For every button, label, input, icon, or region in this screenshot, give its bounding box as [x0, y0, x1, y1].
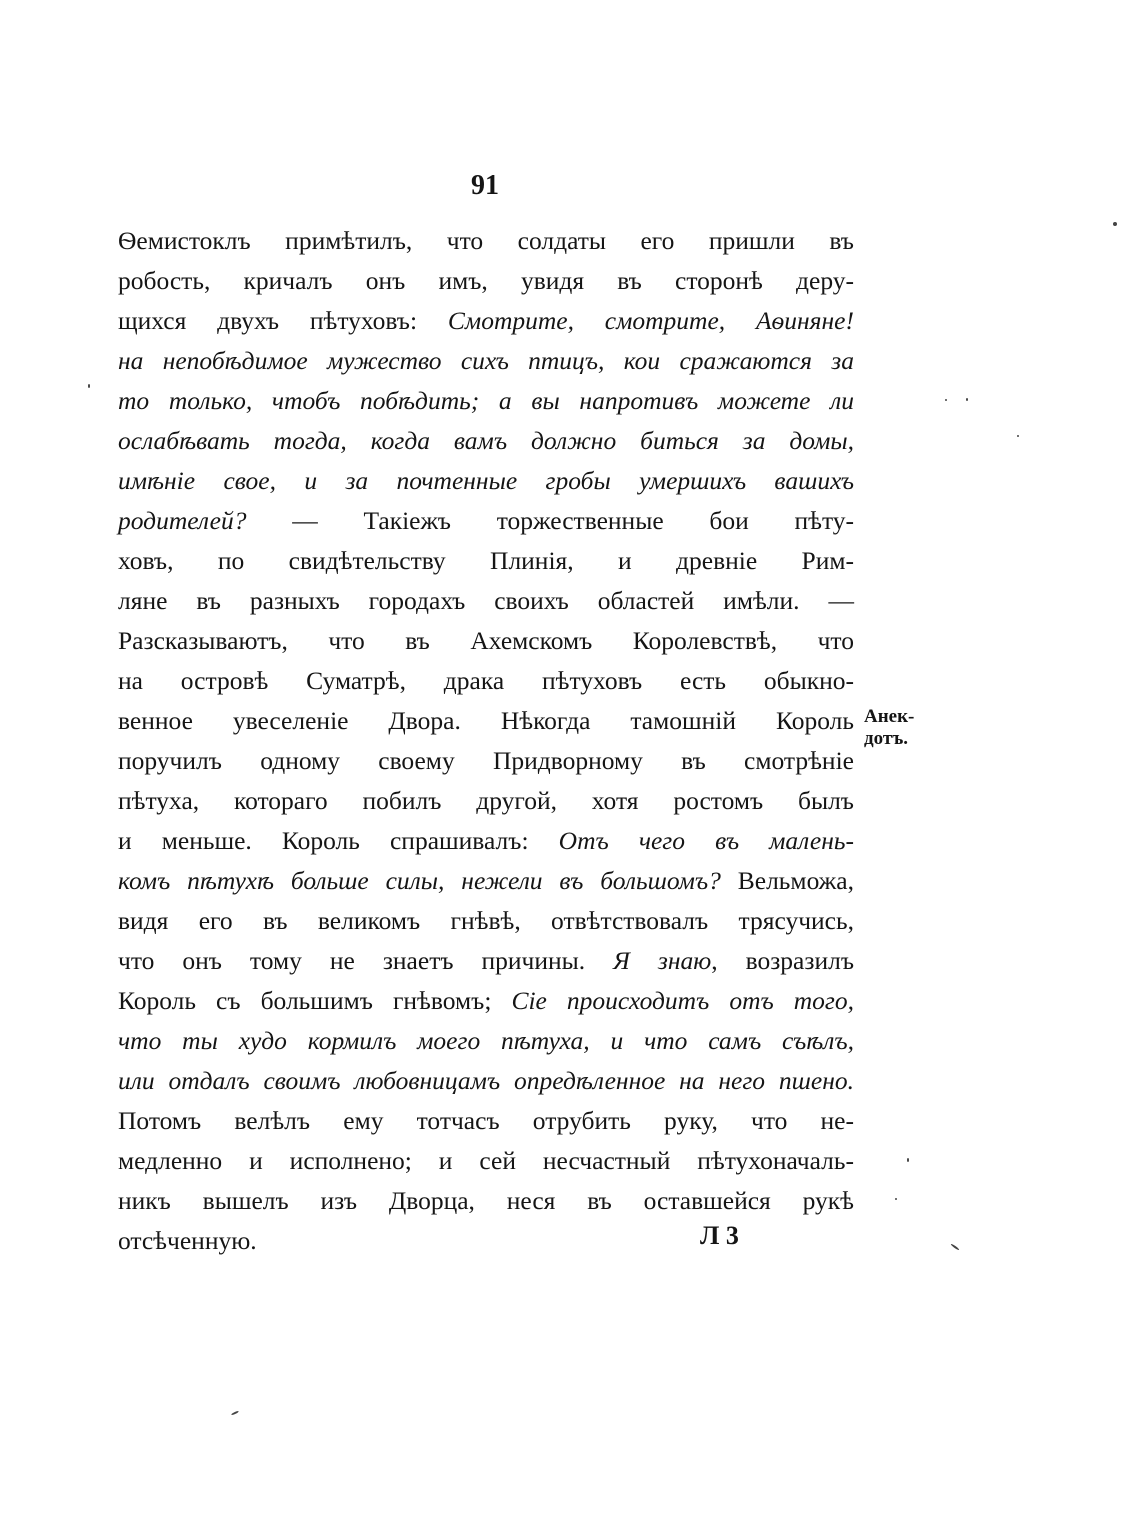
- text-line: [118, 861, 854, 901]
- text-line: [118, 781, 854, 821]
- italic-text: имѣніе свое, и за почтенные гробы умершихъ вашихъ: [118, 466, 854, 495]
- text-line: [118, 1221, 854, 1261]
- italic-text: родителей?: [118, 506, 293, 535]
- roman-text: отсѣченную.: [118, 1226, 257, 1255]
- italic-text: ослабѣвать тогда, когда вамъ должно биться за домы,: [118, 426, 854, 455]
- text-line: [118, 1101, 854, 1141]
- roman-text: и меньше. Король спрашивалъ:: [118, 826, 559, 855]
- roman-text: никъ вышелъ изъ Дворца, неся въ оставшейся рукѣ: [118, 1186, 854, 1215]
- text-line: [118, 621, 854, 661]
- roman-text: ховъ, по свидѣтельству Плинія, и древніе Рим-: [118, 546, 854, 575]
- italic-text: что ты худо кормилъ моего пѣтуха, и что самъ съѣлъ,: [118, 1026, 854, 1055]
- text-line: [118, 701, 854, 741]
- text-line: [118, 501, 854, 541]
- text-line: [118, 381, 854, 421]
- body-text: [118, 221, 854, 1261]
- italic-text: или отдалъ своимъ любовницамъ опредѣленное на него пшено.: [118, 1066, 854, 1095]
- scan-speck: [950, 1243, 959, 1250]
- italic-text: Смотрите, смотрите, Аѳиняне!: [447, 306, 854, 335]
- text-line: [118, 821, 854, 861]
- text-line: [118, 941, 854, 981]
- roman-text: Король съ большимъ гнѣвомъ;: [118, 986, 512, 1015]
- roman-text: поручилъ одному своему Придворному въ смотрѣніе: [118, 746, 854, 775]
- signature-mark: Л 3: [700, 1221, 739, 1250]
- margin-note-line: Анек-: [864, 706, 915, 727]
- roman-text: Ѳемистоклъ примѣтилъ, что солдаты его пришли въ: [118, 226, 854, 255]
- margin-note: [864, 706, 914, 750]
- roman-text: щихся двухъ пѣтуховъ:: [118, 306, 448, 335]
- text-line: [118, 1141, 854, 1181]
- roman-text: , возразилъ: [711, 946, 854, 975]
- roman-text: Разсказываютъ, что въ Ахемскомъ Королевствѣ, что: [118, 626, 854, 655]
- roman-text: Вельможа,: [737, 866, 854, 895]
- text-line: [118, 341, 854, 381]
- roman-text: видя его въ великомъ гнѣвѣ, отвѣтствовалъ трясучись,: [118, 906, 854, 935]
- text-line: [118, 1061, 854, 1101]
- italic-text: Сіе происходитъ отъ того,: [511, 986, 854, 1015]
- text-line: [118, 981, 854, 1021]
- text-line: [118, 741, 854, 781]
- text-line: [118, 1181, 854, 1221]
- text-line: [118, 221, 854, 261]
- roman-text: Потомъ велѣлъ ему тотчасъ отрубить руку, что не-: [118, 1106, 854, 1135]
- roman-text: ляне въ разныхъ городахъ своихъ областей имѣли. —: [118, 586, 854, 615]
- scan-speck: [1017, 435, 1019, 437]
- roman-text: медленно и исполнено; и сей несчастный пѣтухоначаль-: [118, 1146, 854, 1175]
- italic-text: на непобѣдимое мужество сихъ птицъ, кои сражаются за: [118, 346, 854, 375]
- text-line: [118, 461, 854, 501]
- page-number: 91: [471, 170, 499, 201]
- scan-speck: [907, 1158, 909, 1162]
- italic-text: Я знаю: [613, 946, 712, 975]
- italic-text: комъ пѣтухѣ больше силы, нежели въ большомъ?: [118, 866, 738, 895]
- roman-text: пѣтуха, котораго побилъ другой, хотя ростомъ былъ: [118, 786, 854, 815]
- roman-text: что онъ тому не знаетъ причины.: [118, 946, 614, 975]
- text-line: [118, 421, 854, 461]
- roman-text: на островѣ Суматрѣ, драка пѣтуховъ есть обыкно-: [118, 666, 854, 695]
- italic-text: то только, чтобъ побѣдить; а вы напротивъ можете ли: [118, 386, 854, 415]
- margin-note-line: дотъ.: [864, 728, 909, 749]
- scan-speck: [895, 1198, 897, 1200]
- scan-speck: [231, 1410, 239, 1415]
- text-line: [118, 541, 854, 581]
- text-line: [118, 661, 854, 701]
- text-line: [118, 1021, 854, 1061]
- roman-text: венное увеселеніе Двора. Нѣкогда тамошній Король: [118, 706, 854, 735]
- text-line: [118, 581, 854, 621]
- scan-speck: [966, 398, 968, 401]
- text-line: [118, 301, 854, 341]
- scan-speck: [88, 384, 90, 388]
- roman-text: — Такіежъ торжественные бои пѣту-: [292, 506, 855, 535]
- roman-text: робость, кричалъ онъ имъ, увидя въ сторонѣ деру-: [118, 266, 854, 295]
- text-line: [118, 901, 854, 941]
- scan-speck: [1113, 222, 1117, 226]
- italic-text: Отъ чего въ малень-: [558, 826, 854, 855]
- text-line: [118, 261, 854, 301]
- scan-speck: [945, 399, 947, 401]
